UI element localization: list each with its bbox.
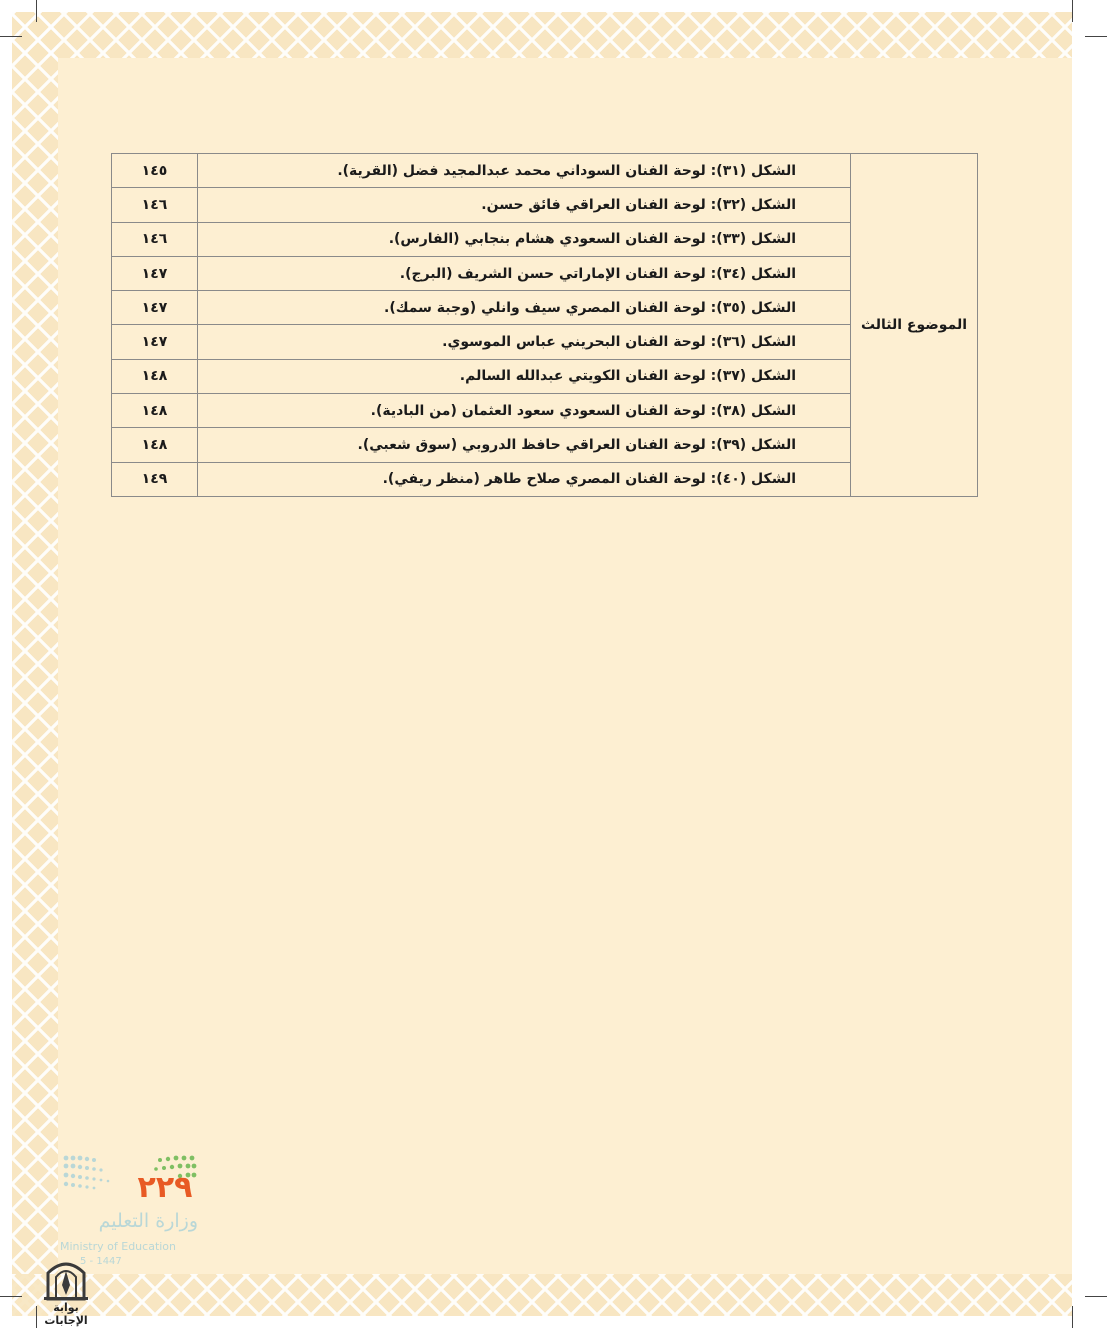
page-ref: ١٤٧	[112, 291, 198, 325]
crop-mark	[1072, 0, 1073, 22]
page-number: ٢٢٩	[137, 1170, 193, 1205]
table-row	[112, 359, 978, 393]
page-ref: ١٤٧	[112, 325, 198, 359]
crop-mark	[1085, 36, 1107, 37]
table-row	[112, 428, 978, 462]
figure-entry: الشكل (٣٣): لوحة الفنان السعودي هشام بنجابي (الفارس).	[198, 222, 851, 256]
crop-mark	[1085, 1296, 1107, 1297]
figure-entry: الشكل (٣٢): لوحة الفنان العراقي فائق حسن.	[198, 188, 851, 222]
figure-entry: الشكل (٣٧): لوحة الفنان الكويتي عبدالله السالم.	[198, 359, 851, 393]
page-ref: ١٤٦	[112, 222, 198, 256]
watermark-text: بوابة الإجابات	[44, 1301, 88, 1327]
table-row	[112, 154, 978, 188]
table-row	[112, 222, 978, 256]
figure-entry: الشكل (٣٩): لوحة الفنان العراقي حافظ الدروبي (سوق شعبي).	[198, 428, 851, 462]
page-ref: ١٤٨	[112, 394, 198, 428]
ministry-name-arabic: وزارة التعليم	[98, 1210, 198, 1232]
table-row	[112, 462, 978, 496]
crop-mark	[0, 1296, 22, 1297]
topic-cell: الموضوع الثالث	[851, 154, 978, 497]
page-ref: ١٤٦	[112, 188, 198, 222]
table-row	[112, 394, 978, 428]
page-ref: ١٤٩	[112, 462, 198, 496]
year-text: 5 - 1447	[80, 1256, 122, 1267]
table-row	[112, 256, 978, 290]
watermark	[30, 1255, 102, 1327]
page-ref: ١٤٥	[112, 154, 198, 188]
figure-entry: الشكل (٣٥): لوحة الفنان المصري سيف وانلي (وجبة سمك).	[198, 291, 851, 325]
ministry-name-english: Ministry of Education	[60, 1240, 177, 1253]
page-ref: ١٤٨	[112, 428, 198, 462]
decorative-border-left	[12, 12, 58, 1316]
crop-mark	[1072, 1306, 1073, 1328]
gate-emblem-icon	[30, 1255, 102, 1301]
table-row	[112, 188, 978, 222]
figure-entry: الشكل (٣٤): لوحة الفنان الإماراتي حسن الشريف (البرج).	[198, 256, 851, 290]
decorative-border-top	[12, 12, 1072, 58]
figures-index-table	[111, 153, 978, 497]
figure-entry: الشكل (٣١): لوحة الفنان السوداني محمد عبدالمجيد فضل (القرية).	[198, 154, 851, 188]
crop-mark	[0, 36, 22, 37]
decorative-border-bottom	[12, 1274, 1072, 1316]
figure-entry: الشكل (٤٠): لوحة الفنان المصري صلاح طاهر (منظر ريفي).	[198, 462, 851, 496]
table-row	[112, 291, 978, 325]
figure-entry: الشكل (٣٦): لوحة الفنان البحريني عباس الموسوي.	[198, 325, 851, 359]
figure-entry: الشكل (٣٨): لوحة الفنان السعودي سعود العثمان (من البادية).	[198, 394, 851, 428]
page-ref: ١٤٨	[112, 359, 198, 393]
table-row	[112, 325, 978, 359]
page-ref: ١٤٧	[112, 256, 198, 290]
crop-mark	[36, 0, 37, 22]
